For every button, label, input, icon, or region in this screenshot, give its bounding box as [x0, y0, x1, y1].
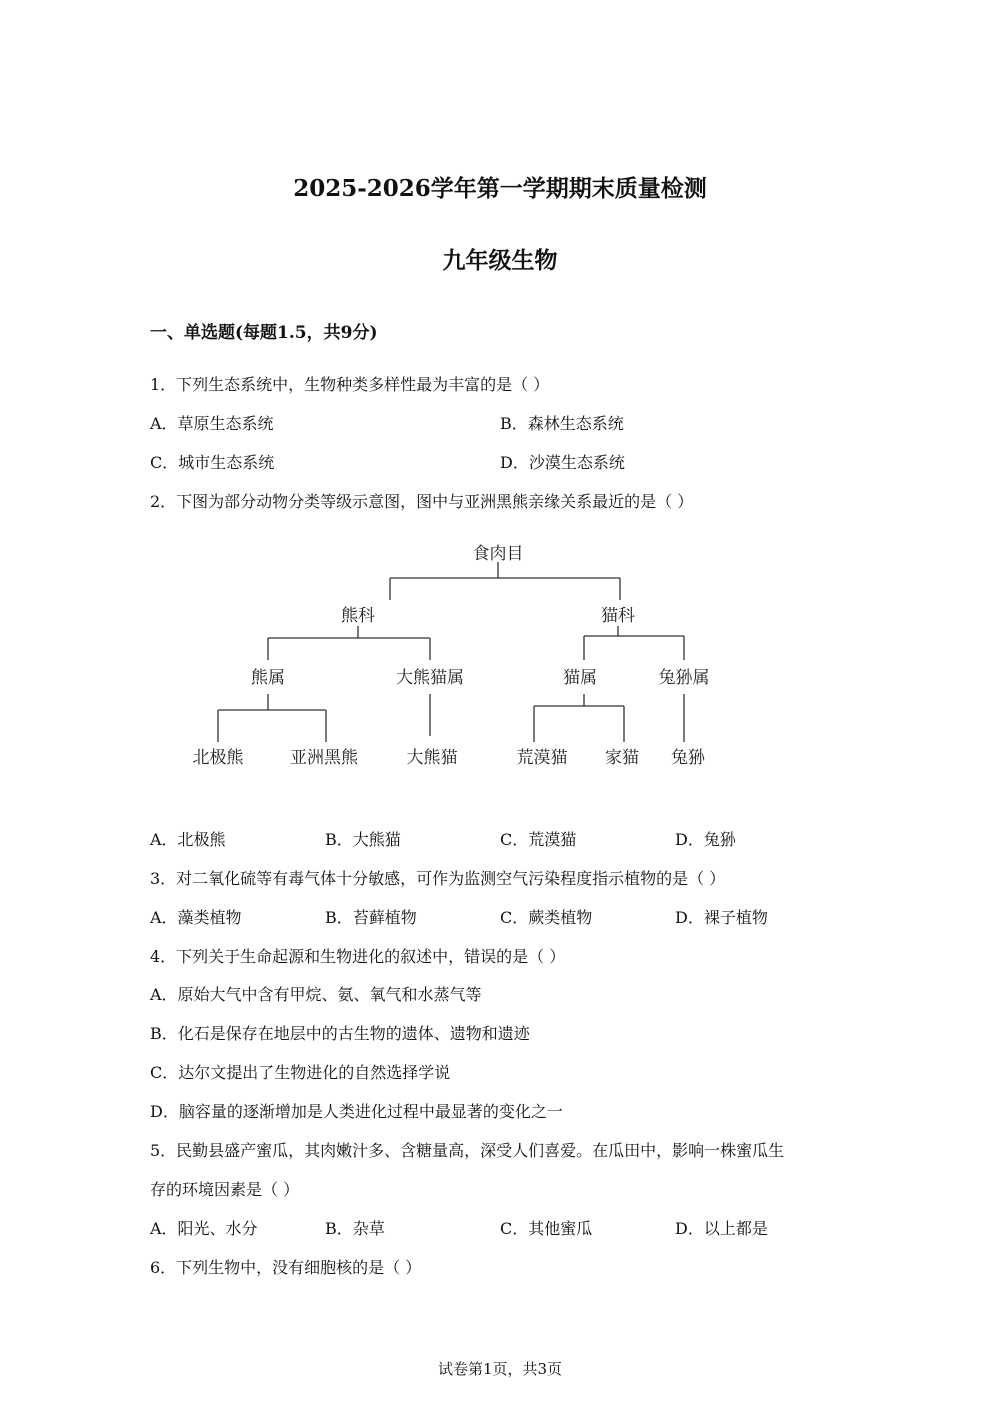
node-genus-panda: 大熊猫属 [396, 668, 464, 688]
node-genus-pallas: 兔狲属 [658, 668, 710, 688]
node-family-cat: 猫科 [601, 606, 635, 626]
question-5-stem-line-1: 5．民勤县盛产蜜瓜，其肉嫩汁多、含糖量高，深受人们喜爱。在瓜田中，影响一株蜜瓜生 [150, 1141, 785, 1160]
node-genus-cat: 猫属 [563, 668, 597, 688]
question-2-option-a: A．北极熊 [150, 830, 226, 849]
question-3-option-b: B．苔藓植物 [325, 908, 417, 927]
question-5-option-c: C．其他蜜瓜 [500, 1219, 593, 1238]
section-heading: 一、单选题(每题1.5，共9分) [150, 323, 378, 343]
question-1-stem: 1．下列生态系统中，生物种类多样性最为丰富的是（ ） [150, 375, 550, 394]
question-2-option-c: C．荒漠猫 [500, 830, 577, 849]
subject-title: 九年级生物 [442, 247, 558, 274]
question-2-stem: 2．下图为部分动物分类等级示意图，图中与亚洲黑熊亲缘关系最近的是（ ） [150, 492, 694, 511]
node-species-desert-cat: 荒漠猫 [516, 748, 568, 768]
question-5-stem-line-2: 存的环境因素是（ ） [150, 1180, 300, 1199]
question-5-option-a: A．阳光、水分 [150, 1219, 258, 1238]
question-4-option-a: A．原始大气中含有甲烷、氨、氧气和水蒸气等 [150, 985, 482, 1004]
question-5-option-b: B．杂草 [325, 1219, 385, 1238]
node-order: 食肉目 [472, 544, 524, 564]
question-2-option-d: D．兔狲 [675, 830, 736, 849]
question-3-option-d: D．裸子植物 [675, 908, 768, 927]
tree-lines [218, 562, 684, 742]
question-6-stem: 6．下列生物中，没有细胞核的是（ ） [150, 1258, 422, 1277]
question-1-option-a: A．草原生态系统 [150, 414, 274, 433]
question-3-option-c: C．蕨类植物 [500, 908, 593, 927]
node-family-bear: 熊科 [341, 606, 375, 626]
question-4-option-d: D．脑容量的逐渐增加是人类进化过程中最显著的变化之一 [150, 1102, 563, 1121]
exam-title: 2025-2026学年第一学期期末质量检测 [293, 175, 707, 202]
question-1-option-b: B．森林生态系统 [500, 414, 624, 433]
question-1-option-c: C．城市生态系统 [150, 453, 275, 472]
question-2-option-b: B．大熊猫 [325, 830, 401, 849]
node-species-house-cat: 家猫 [605, 748, 639, 768]
page-footer: 试卷第1页，共3页 [437, 1360, 563, 1378]
node-genus-bear: 熊属 [251, 668, 285, 688]
node-species-asian-black-bear: 亚洲黑熊 [290, 748, 358, 768]
node-species-giant-panda: 大熊猫 [406, 748, 458, 768]
question-3-option-a: A．藻类植物 [150, 908, 242, 927]
question-4-option-c: C．达尔文提出了生物进化的自然选择学说 [150, 1063, 451, 1082]
node-species-polar-bear: 北极熊 [192, 748, 244, 768]
question-5-option-d: D．以上都是 [675, 1219, 768, 1238]
question-1-option-d: D．沙漠生态系统 [500, 453, 625, 472]
question-4-stem: 4．下列关于生命起源和生物进化的叙述中，错误的是（ ） [150, 947, 566, 966]
question-3-stem: 3．对二氧化硫等有毒气体十分敏感，可作为监测空气污染程度指示植物的是（ ） [150, 869, 726, 888]
classification-diagram [0, 530, 1000, 790]
question-4-option-b: B．化石是保存在地层中的古生物的遗体、遗物和遗迹 [150, 1024, 530, 1043]
node-species-pallas-cat: 兔狲 [671, 748, 705, 768]
